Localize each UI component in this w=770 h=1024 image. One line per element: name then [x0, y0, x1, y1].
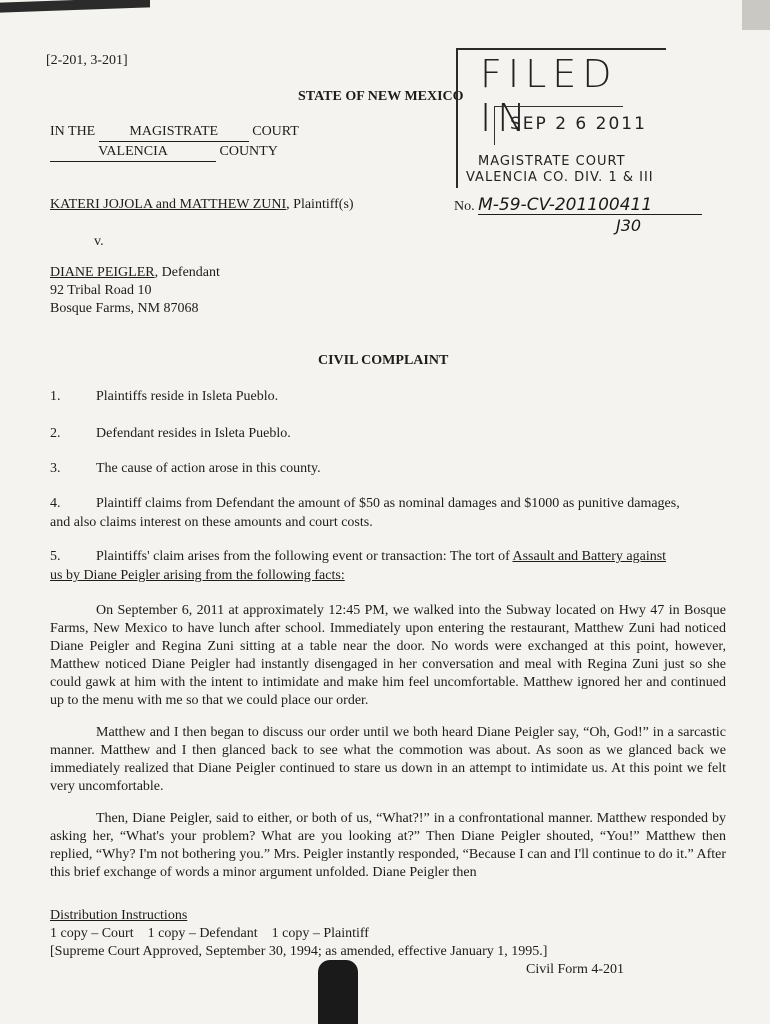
scan-bottom-mark [318, 960, 358, 1024]
scan-corner-mark [0, 0, 150, 13]
clerk-initials: J30 [616, 216, 642, 235]
item-5-number: 5. [50, 549, 61, 564]
defendant-suffix: , Defendant [154, 265, 220, 280]
defendant-line [50, 264, 220, 282]
stamp-date: SEP 2 6 2011 [510, 114, 647, 134]
item-1-number: 1. [50, 389, 61, 404]
county-name: VALENCIA [50, 143, 216, 162]
plaintiffs-line [50, 196, 354, 214]
item-2-text: Defendant resides in Isleta Pueblo. [96, 426, 291, 441]
item-4-text: Plaintiff claims from Defendant the amount of $50 as nominal damages and $1000 as punitive damages, [96, 496, 680, 511]
item-4-continued: and also claims interest on these amounts and court costs. [50, 515, 373, 530]
facts-paragraph-2: Matthew and I then began to discuss our order until we both heard Diane Peigler say, “Oh, God!” in a sarcastic manner. Matthew and I then glanced back to see what the commotion was about. As soon as we glanced back we immediately realized that Diane Peigler continued to stare us down in an attempt to intimidate us. At this point we felt very uncomfortable. [50, 725, 726, 794]
defendant-address-2: Bosque Farms, NM 87068 [50, 301, 199, 316]
item-5-text: Plaintiffs' claim arises from the following event or transaction: The tort of [96, 549, 513, 564]
defendant-name: DIANE PEIGLER [50, 265, 155, 280]
facts-paragraph-1: On September 6, 2011 at approximately 12:45 PM, we walked into the Subway located on Hwy 47 in Bosque Farms, New Mexico to have lunch after school. Immediately upon entering the restaurant, Matthew Zuni had noticed Diane Peigler and Regina Zuni sitting at a table near the door. No words were exchanged at this point, however, Matthew noticed Diane Peigler had instantly disengaged in her conversation and meal with Regina Zuni just so she could gawk at him with the intent to intimidate and make him feel uncomfortable. Matthew ignored her and continued up to the menu with me so that we could place our order. [50, 603, 726, 708]
form-name: Civil Form 4-201 [526, 962, 625, 977]
item-2-number: 2. [50, 426, 61, 441]
distribution-title: Distribution Instructions [50, 908, 188, 923]
form-code: [2-201, 3-201] [46, 53, 128, 68]
court-line [50, 123, 299, 142]
case-number-line [454, 196, 702, 216]
in-the-label: IN THE [50, 124, 96, 139]
case-number: M-59-CV-201100411 [478, 196, 702, 215]
distribution-copies: 1 copy – Court 1 copy – Defendant 1 copy – Plaintiff [50, 926, 369, 941]
stamp-county: VALENCIA CO. DIV. 1 & III [466, 170, 654, 185]
stamp-filed-text: FILED IN [480, 52, 618, 140]
filed-stamp [456, 48, 666, 188]
plaintiffs-suffix: , Plaintiff(s) [286, 197, 354, 212]
defendant-address-1: 92 Tribal Road 10 [50, 283, 152, 298]
scan-right-mark [742, 0, 770, 30]
approval-note: [Supreme Court Approved, September 30, 1994; as amended, effective January 1, 1995.] [50, 944, 548, 959]
stamp-court: MAGISTRATE COURT [478, 154, 626, 169]
court-type: MAGISTRATE [99, 123, 249, 142]
facts-paragraph-3: Then, Diane Peigler, said to either, or both of us, “What?!” in a confrontational manner. Matthew responded by asking her, “What's your problem? What are you looking at?” Then Diane Peigler shouted, “You!” Matthew then replied, “Why? I'm not bothering you.” Mrs. Peigler instantly responded, “Because I can and I'll continue to do it.” After this brief exchange of words a minor argument unfolded. Diane Peigler then [50, 811, 726, 880]
court-label: COURT [252, 124, 299, 139]
county-label: COUNTY [219, 144, 278, 159]
item-3-text: The cause of action arose in this county. [96, 461, 321, 476]
case-no-label: No. [454, 199, 475, 214]
complaint-title: CIVIL COMPLAINT [318, 353, 449, 368]
item-5-continued: us by Diane Peigler arising from the following facts: [50, 568, 345, 583]
state-title: STATE OF NEW MEXICO [298, 89, 464, 104]
plaintiffs-names: KATERI JOJOLA and MATTHEW ZUNI [50, 197, 287, 212]
item-5-line [96, 549, 666, 565]
item-4-number: 4. [50, 496, 61, 511]
item-3-number: 3. [50, 461, 61, 476]
item-1-text: Plaintiffs reside in Isleta Pueblo. [96, 389, 279, 404]
versus: v. [94, 234, 104, 249]
item-5-tort: Assault and Battery against [512, 549, 667, 564]
county-line [50, 143, 278, 162]
